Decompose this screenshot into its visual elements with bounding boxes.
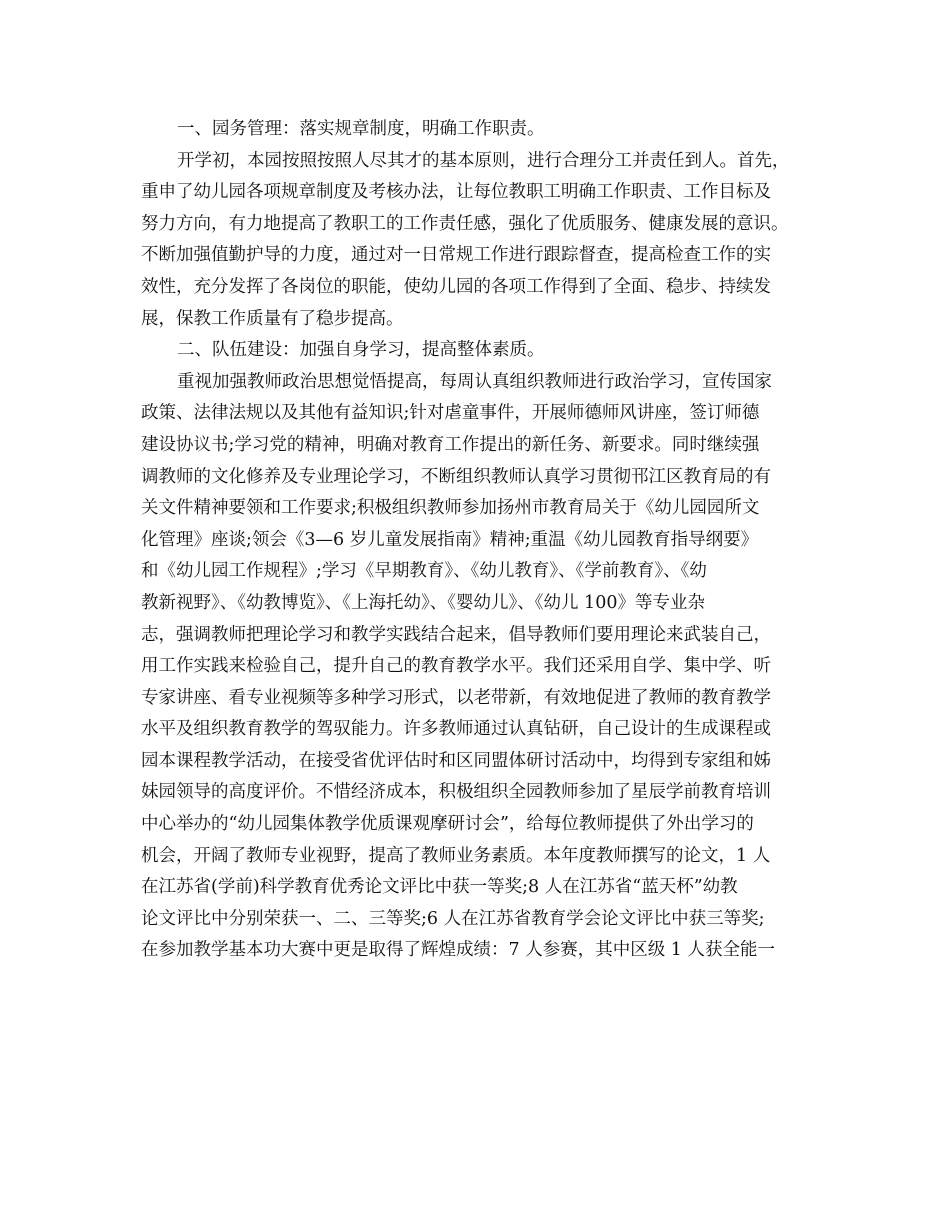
text-line: 园本课程教学活动，在接受省优评估时和区同盟体研讨活动中，均得到专家组和姊 — [141, 750, 771, 771]
text-line: 志，强调教师把理论学习和教学实践结合起来，倡导教师们要用理论来武装自己， — [141, 624, 771, 645]
text-line: 中心举办的“幼儿园集体教学优质课观摩研讨会”，给每位教师提供了外出学习的 — [141, 814, 754, 835]
text-line: 重视加强教师政治思想觉悟提高，每周认真组织教师进行政治学习，宣传国家 — [177, 371, 772, 392]
text-line: 调教师的文化修养及专业理论学习，不断组织教师认真学习贯彻邗江区教育局的有 — [141, 466, 771, 487]
text-line: 政策、法律法规以及其他有益知识;针对虐童事件，开展师德师风讲座，签订师德 — [141, 403, 760, 424]
text-line: 水平及组织教育教学的驾驭能力。许多教师通过认真钻研，自己设计的生成课程或 — [141, 719, 771, 740]
text-line: 教新视野》、《幼教博览》、《上海托幼》、《婴幼儿》、《幼儿 100》等专业杂 — [141, 592, 705, 613]
text-line: 用工作实践来检验自己，提升自己的教育教学水平。我们还采用自学、集中学、听 — [141, 656, 771, 677]
text-line: 效性，充分发挥了各岗位的职能，使幼儿园的各项工作得到了全面、稳步、持续发 — [141, 276, 771, 297]
text-line: 建设协议书;学习党的精神，明确对教育工作提出的新任务、新要求。同时继续强 — [141, 434, 760, 455]
text-line: 开学初，本园按照按照人尽其才的基本原则，进行合理分工并责任到人。首先， — [177, 150, 790, 171]
text-line: 论文评比中分别荣获一、二、三等奖;6 人在江苏省教育学会论文评比中获三等奖; — [141, 908, 765, 929]
text-line: 努力方向，有力地提高了教职工的工作责任感，强化了优质服务、健康发展的意识。 — [141, 213, 789, 234]
text-line: 重申了幼儿园各项规章制度及考核办法，让每位教职工明确工作职责、工作目标及 — [141, 182, 771, 203]
text-line: 关文件精神要领和工作要求;积极组织教师参加扬州市教育局关于《幼儿园园所文 — [141, 498, 760, 519]
text-line: 妹园领导的高度评价。不惜经济成本，积极组织全园教师参加了星辰学前教育培训 — [141, 782, 771, 803]
text-line: 二、队伍建设：加强自身学习，提高整体素质。 — [177, 340, 545, 361]
text-line: 化管理》座谈;领会《3—6 岁儿童发展指南》精神;重温《幼儿园教育指导纲要》 — [141, 529, 759, 550]
text-line: 机会，开阔了教师专业视野，提高了教师业务素质。本年度教师撰写的论文，1 人 — [141, 845, 771, 866]
document-body — [141, 114, 821, 967]
text-line: 展，保教工作质量有了稳步提高。 — [141, 308, 404, 329]
text-line: 和《幼儿园工作规程》;学习《早期教育》、《幼儿教育》、《学前教育》、《幼 — [141, 561, 707, 582]
text-line: 专家讲座、看专业视频等多种学习形式，以老带新，有效地促进了教师的教育教学 — [141, 687, 771, 708]
text-line: 在参加教学基本功大赛中更是取得了辉煌成绩：7 人参赛，其中区级 1 人获全能一 — [141, 940, 775, 961]
text-line: 在江苏省(学前)科学教育优秀论文评比中获一等奖;8 人在江苏省“蓝天杯”幼教 — [141, 877, 738, 898]
text-line: 一、园务管理：落实规章制度，明确工作职责。 — [177, 119, 545, 139]
text-line: 不断加强值勤护导的力度，通过对一日常规工作进行跟踪督查，提高检查工作的实 — [141, 245, 771, 266]
